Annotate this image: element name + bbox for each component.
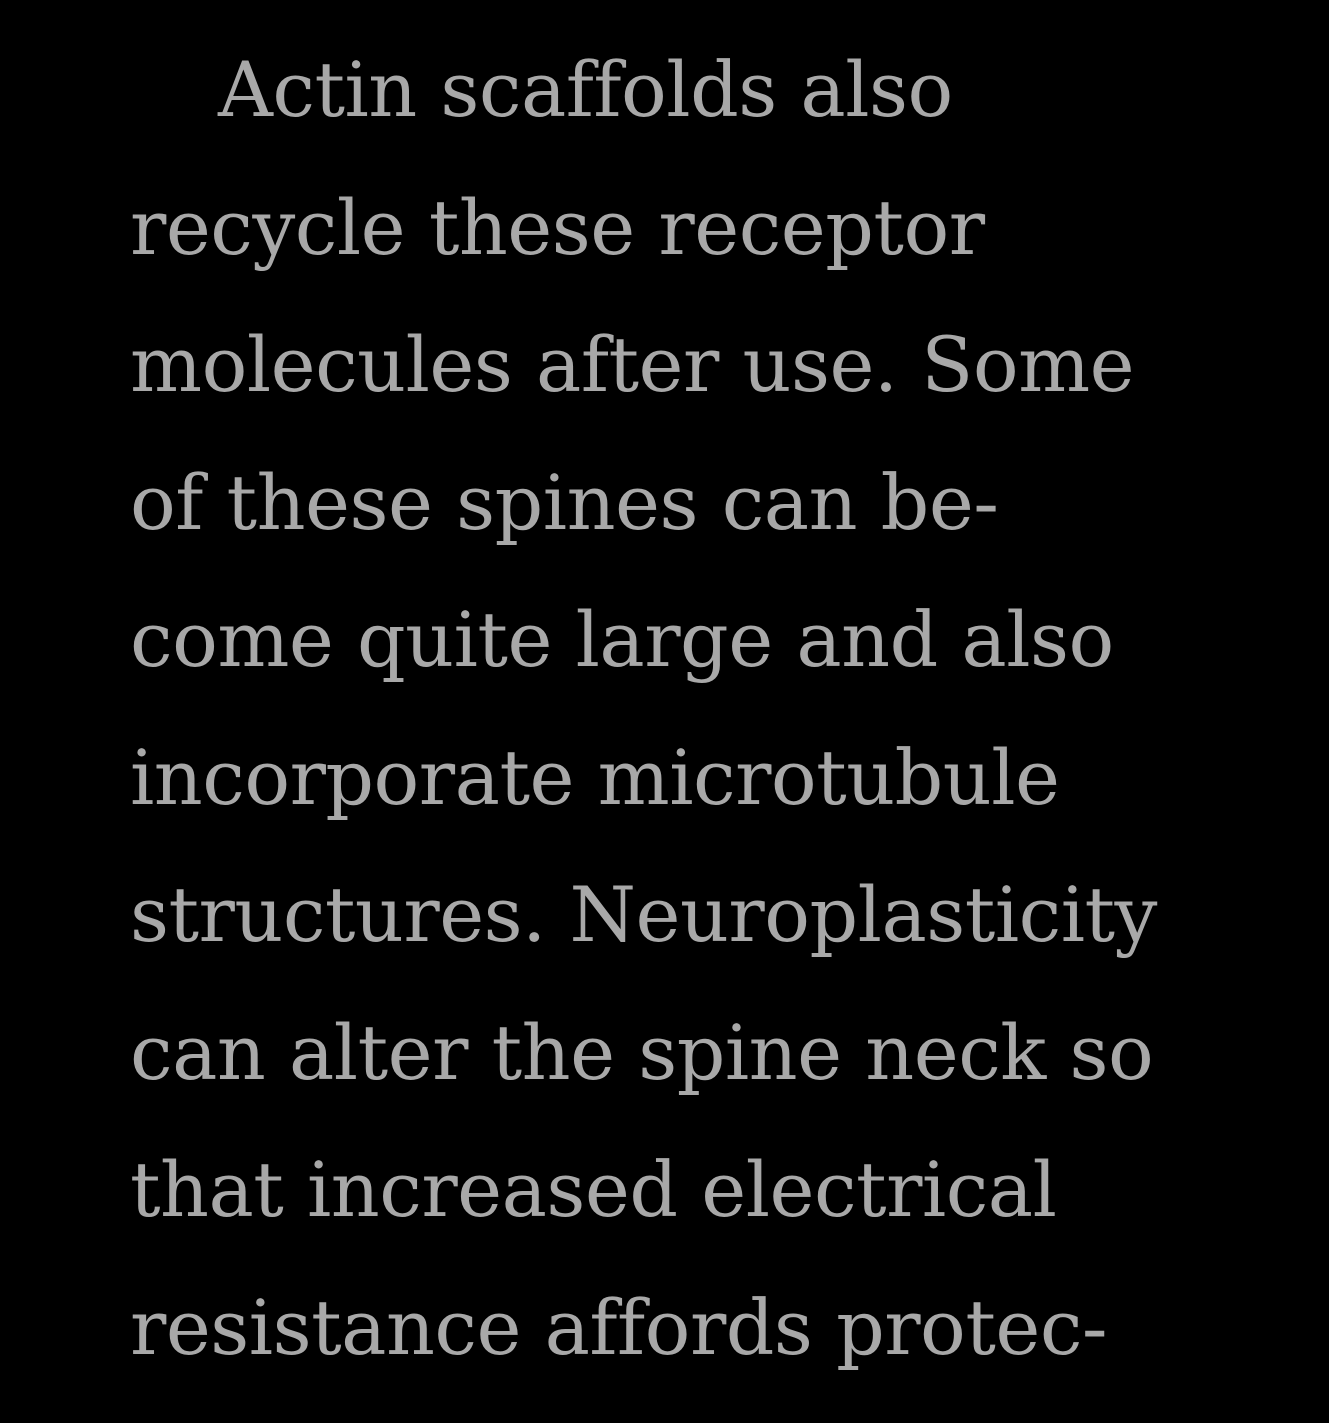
text-column	[130, 40, 1230, 1415]
text-line-10: resistance affords protec-	[130, 1282, 1108, 1372]
text-line-3: molecules after use. Some	[130, 320, 1135, 409]
text-line-8: can alter the spine neck so	[130, 1007, 1154, 1097]
text-line-7: structures. Neuroplasticity	[130, 870, 1157, 959]
text-line-2: recycle these receptor	[130, 182, 985, 272]
text-line-1: Actin scaffolds also	[218, 45, 953, 134]
text-line-4: of these spines can be-	[130, 457, 999, 547]
text-line-9: that increased electrical	[130, 1145, 1057, 1234]
text-line-6: incorporate microtubule	[130, 732, 1060, 822]
text-line-5: come quite large and also	[130, 595, 1114, 684]
